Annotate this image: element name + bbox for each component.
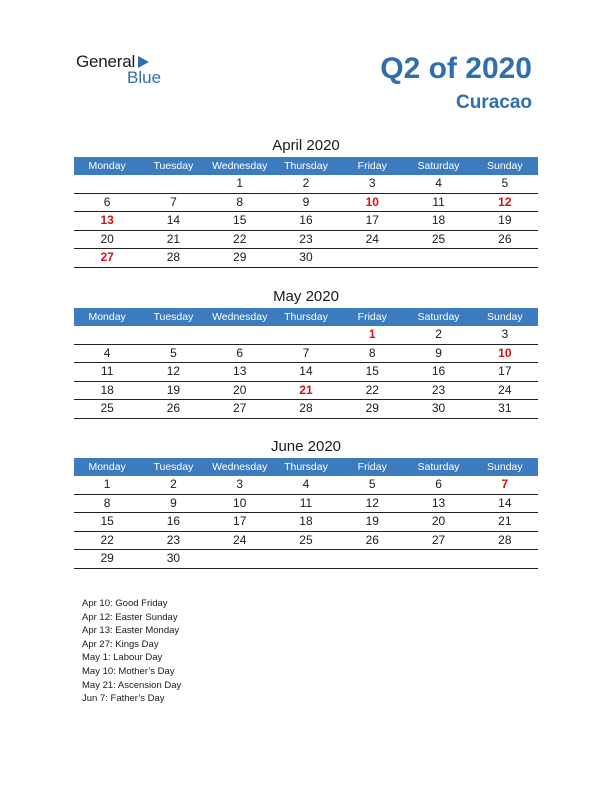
holiday-note: May 1: Labour Day <box>82 652 163 664</box>
day-cell: 24 <box>233 532 247 547</box>
day-cell: 21 <box>498 514 512 529</box>
day-cell: 18 <box>431 213 446 228</box>
weekday-label: Wednesday <box>212 461 268 473</box>
day-cell: 29 <box>233 250 247 265</box>
day-cell: 10 <box>498 345 512 360</box>
weekday-label: Wednesday <box>212 311 268 323</box>
day-cell: 10 <box>233 495 247 510</box>
week-row <box>74 212 538 231</box>
day-cell: 20 <box>100 231 114 246</box>
weekday-label: Tuesday <box>153 311 194 323</box>
week-row <box>74 345 538 364</box>
weekday-label: Monday <box>88 311 126 323</box>
day-cell: 27 <box>431 532 446 547</box>
day-cell <box>207 326 273 344</box>
weekday-label: Thursday <box>284 461 328 473</box>
day-cell: 14 <box>299 364 313 379</box>
day-cell: 11 <box>432 194 445 209</box>
day-cell: 22 <box>365 382 379 397</box>
holiday-note: Jun 7: Father’s Day <box>82 693 165 705</box>
day-cell: 15 <box>100 514 114 529</box>
day-cell: 13 <box>233 364 247 379</box>
day-cell: 2 <box>435 327 442 341</box>
holiday-note: May 10: Mother’s Day <box>82 665 175 677</box>
holiday-note: Apr 27: Kings Day <box>82 638 159 650</box>
day-cell: 1 <box>368 327 376 341</box>
day-cell: 20 <box>431 514 446 529</box>
day-cell <box>140 175 206 193</box>
logo-text-blue: Blue <box>127 68 162 87</box>
day-cell: 29 <box>100 551 114 566</box>
week-row <box>74 550 538 569</box>
day-cell <box>339 249 405 267</box>
day-cell: 5 <box>501 176 509 190</box>
day-cell: 28 <box>166 250 181 265</box>
day-cell: 23 <box>299 231 313 246</box>
day-cell: 19 <box>365 514 379 529</box>
day-cell: 13 <box>100 213 114 228</box>
holiday-note: Apr 12: Easter Sunday <box>82 611 178 623</box>
day-cell: 16 <box>299 213 313 228</box>
month-title: April 2020 <box>272 137 340 154</box>
day-cell: 8 <box>236 194 244 209</box>
day-cell: 12 <box>365 495 379 510</box>
weekday-label: Saturday <box>417 311 460 323</box>
weekday-label: Thursday <box>284 311 328 323</box>
month-title: May 2020 <box>273 288 339 305</box>
weekday-label: Tuesday <box>153 160 194 172</box>
day-cell: 7 <box>302 345 310 360</box>
day-cell: 12 <box>166 364 181 379</box>
day-cell: 30 <box>299 250 313 265</box>
page-title: Q2 of 2020 <box>380 52 532 85</box>
day-cell: 9 <box>170 495 177 510</box>
day-cell <box>74 175 140 193</box>
day-cell: 6 <box>435 477 442 491</box>
day-cell: 1 <box>103 477 111 491</box>
day-cell: 21 <box>166 231 181 246</box>
weekday-label: Tuesday <box>153 461 194 473</box>
day-cell: 19 <box>498 213 512 228</box>
day-cell: 25 <box>299 532 313 547</box>
day-cell <box>405 550 471 568</box>
logo-triangle-icon <box>138 56 149 68</box>
page-subtitle: Curacao <box>455 92 532 113</box>
day-cell: 23 <box>166 532 181 547</box>
holiday-note: Apr 13: Easter Monday <box>82 625 180 637</box>
day-cell: 6 <box>103 194 111 209</box>
holiday-note: May 21: Ascension Day <box>82 679 182 691</box>
day-cell: 18 <box>299 514 313 529</box>
day-cell: 30 <box>166 551 181 566</box>
week-row <box>74 400 538 419</box>
week-row <box>74 249 538 268</box>
day-cell: 28 <box>299 401 313 416</box>
day-cell <box>273 326 339 344</box>
day-cell: 9 <box>302 194 310 209</box>
day-cell: 17 <box>498 364 512 379</box>
day-cell: 16 <box>431 364 446 379</box>
day-cell <box>140 326 206 344</box>
day-cell <box>472 249 538 267</box>
logo-text-general: General <box>76 52 136 71</box>
day-cell: 24 <box>365 231 379 246</box>
weekday-header-row <box>74 308 538 326</box>
week-row <box>74 495 538 514</box>
day-cell: 15 <box>365 364 379 379</box>
weekday-label: Sunday <box>487 461 523 473</box>
day-cell: 5 <box>170 345 177 360</box>
day-cell: 13 <box>431 495 446 510</box>
day-cell: 4 <box>435 176 442 190</box>
weekday-label: Saturday <box>417 461 460 473</box>
weekday-label: Sunday <box>487 311 523 323</box>
day-cell: 26 <box>365 532 379 547</box>
week-row <box>74 532 538 551</box>
day-cell: 23 <box>431 382 446 397</box>
day-cell: 14 <box>498 495 512 510</box>
day-cell: 9 <box>435 345 442 360</box>
day-cell: 20 <box>233 382 247 397</box>
weekday-label: Sunday <box>487 160 523 172</box>
weekday-header-row <box>74 157 538 175</box>
day-cell: 17 <box>233 514 247 529</box>
day-cell: 10 <box>365 194 379 209</box>
week-row <box>74 175 538 194</box>
day-cell: 3 <box>368 176 376 190</box>
day-cell: 11 <box>100 364 114 379</box>
day-cell <box>472 550 538 568</box>
week-row <box>74 476 538 495</box>
day-cell: 27 <box>233 401 247 416</box>
day-cell: 22 <box>233 231 247 246</box>
day-cell: 15 <box>233 213 247 228</box>
day-cell: 31 <box>498 401 512 416</box>
holiday-notes-list <box>82 597 181 706</box>
day-cell: 2 <box>170 477 177 491</box>
day-cell: 18 <box>100 382 114 397</box>
day-cell: 25 <box>100 401 114 416</box>
day-cell: 4 <box>103 345 111 360</box>
day-cell: 7 <box>501 477 509 491</box>
day-cell: 5 <box>368 477 376 491</box>
day-cell: 29 <box>365 401 379 416</box>
month-title: June 2020 <box>270 438 342 455</box>
month-calendar-may <box>74 286 538 419</box>
week-row <box>74 382 538 401</box>
day-cell: 28 <box>498 532 512 547</box>
weekday-label: Friday <box>357 461 387 473</box>
day-cell: 8 <box>368 345 376 360</box>
weekday-label: Monday <box>88 461 126 473</box>
day-cell: 8 <box>103 495 111 510</box>
weekday-label: Thursday <box>284 160 328 172</box>
day-cell: 6 <box>236 345 244 360</box>
weekday-label: Friday <box>357 160 387 172</box>
day-cell: 11 <box>299 495 313 510</box>
day-cell: 16 <box>166 514 181 529</box>
day-cell: 27 <box>100 250 114 265</box>
day-cell: 3 <box>236 477 244 491</box>
holiday-note: Apr 10: Good Friday <box>82 598 168 609</box>
day-cell: 14 <box>166 213 181 228</box>
weekday-header-row <box>74 458 538 476</box>
weekday-label: Friday <box>357 311 387 323</box>
week-row <box>74 231 538 250</box>
brand-logo <box>76 52 176 88</box>
weekday-label: Monday <box>88 160 126 172</box>
day-cell: 17 <box>365 213 379 228</box>
day-cell: 19 <box>166 382 181 397</box>
week-row <box>74 513 538 532</box>
day-cell <box>273 550 339 568</box>
month-calendar-april <box>74 135 538 268</box>
day-cell: 12 <box>498 194 512 209</box>
weekday-label: Saturday <box>417 160 460 172</box>
week-row <box>74 326 538 345</box>
day-cell: 26 <box>498 231 512 246</box>
day-cell: 7 <box>170 194 177 209</box>
day-cell: 26 <box>166 401 181 416</box>
day-cell <box>339 550 405 568</box>
day-cell: 21 <box>299 382 313 397</box>
month-calendar-june <box>74 436 538 569</box>
day-cell <box>405 249 471 267</box>
day-cell: 3 <box>501 327 509 341</box>
day-cell: 2 <box>302 176 310 190</box>
day-cell: 22 <box>100 532 114 547</box>
day-cell <box>207 550 273 568</box>
day-cell: 24 <box>498 382 512 397</box>
week-row <box>74 194 538 213</box>
week-row <box>74 363 538 382</box>
day-cell: 4 <box>302 477 310 491</box>
weekday-label: Wednesday <box>212 160 268 172</box>
day-cell <box>74 326 140 344</box>
day-cell: 1 <box>236 176 244 190</box>
day-cell: 30 <box>431 401 446 416</box>
day-cell: 25 <box>431 231 446 246</box>
